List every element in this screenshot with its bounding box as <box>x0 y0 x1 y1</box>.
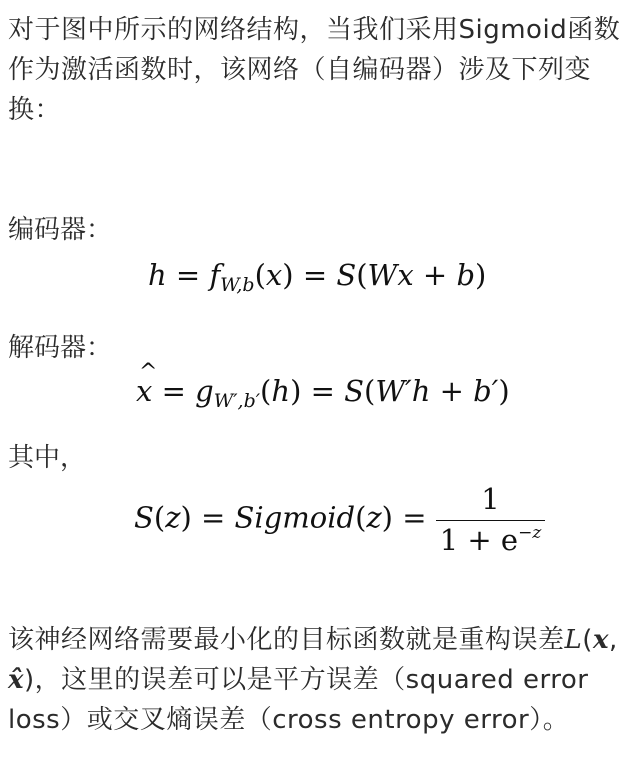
where-label: 其中， <box>8 443 87 473</box>
conclusion-paragraph: 该神经网络需要最小化的目标函数就是重构误差L(x, x̂)，这里的误差可以是平方误差（squared error loss）或交叉熵误差（cross entropy error）。 <box>8 625 618 735</box>
sigmoid-fraction: $\frac{1}{1 + e^{-z}}$ <box>436 482 546 557</box>
decoder-formula: ^ $x = g_{W',b'}(h) = S(W'h + b')$ <box>136 374 510 412</box>
intro-paragraph: 对于图中所示的网络结构，当我们采用Sigmoid函数作为激活函数时，该网络（自编码器）涉及下列变换： <box>8 15 621 125</box>
decoder-label: 解码器： <box>8 333 113 363</box>
encoder-formula: $h = f_{W,b}(x) = S(Wx + b)$ <box>148 258 487 296</box>
sigmoid-formula: S(z) = Sigmoid(z) = $\frac{1}{1 + e^{-z}}$ <box>134 482 545 557</box>
encoder-label: 编码器： <box>8 215 113 245</box>
